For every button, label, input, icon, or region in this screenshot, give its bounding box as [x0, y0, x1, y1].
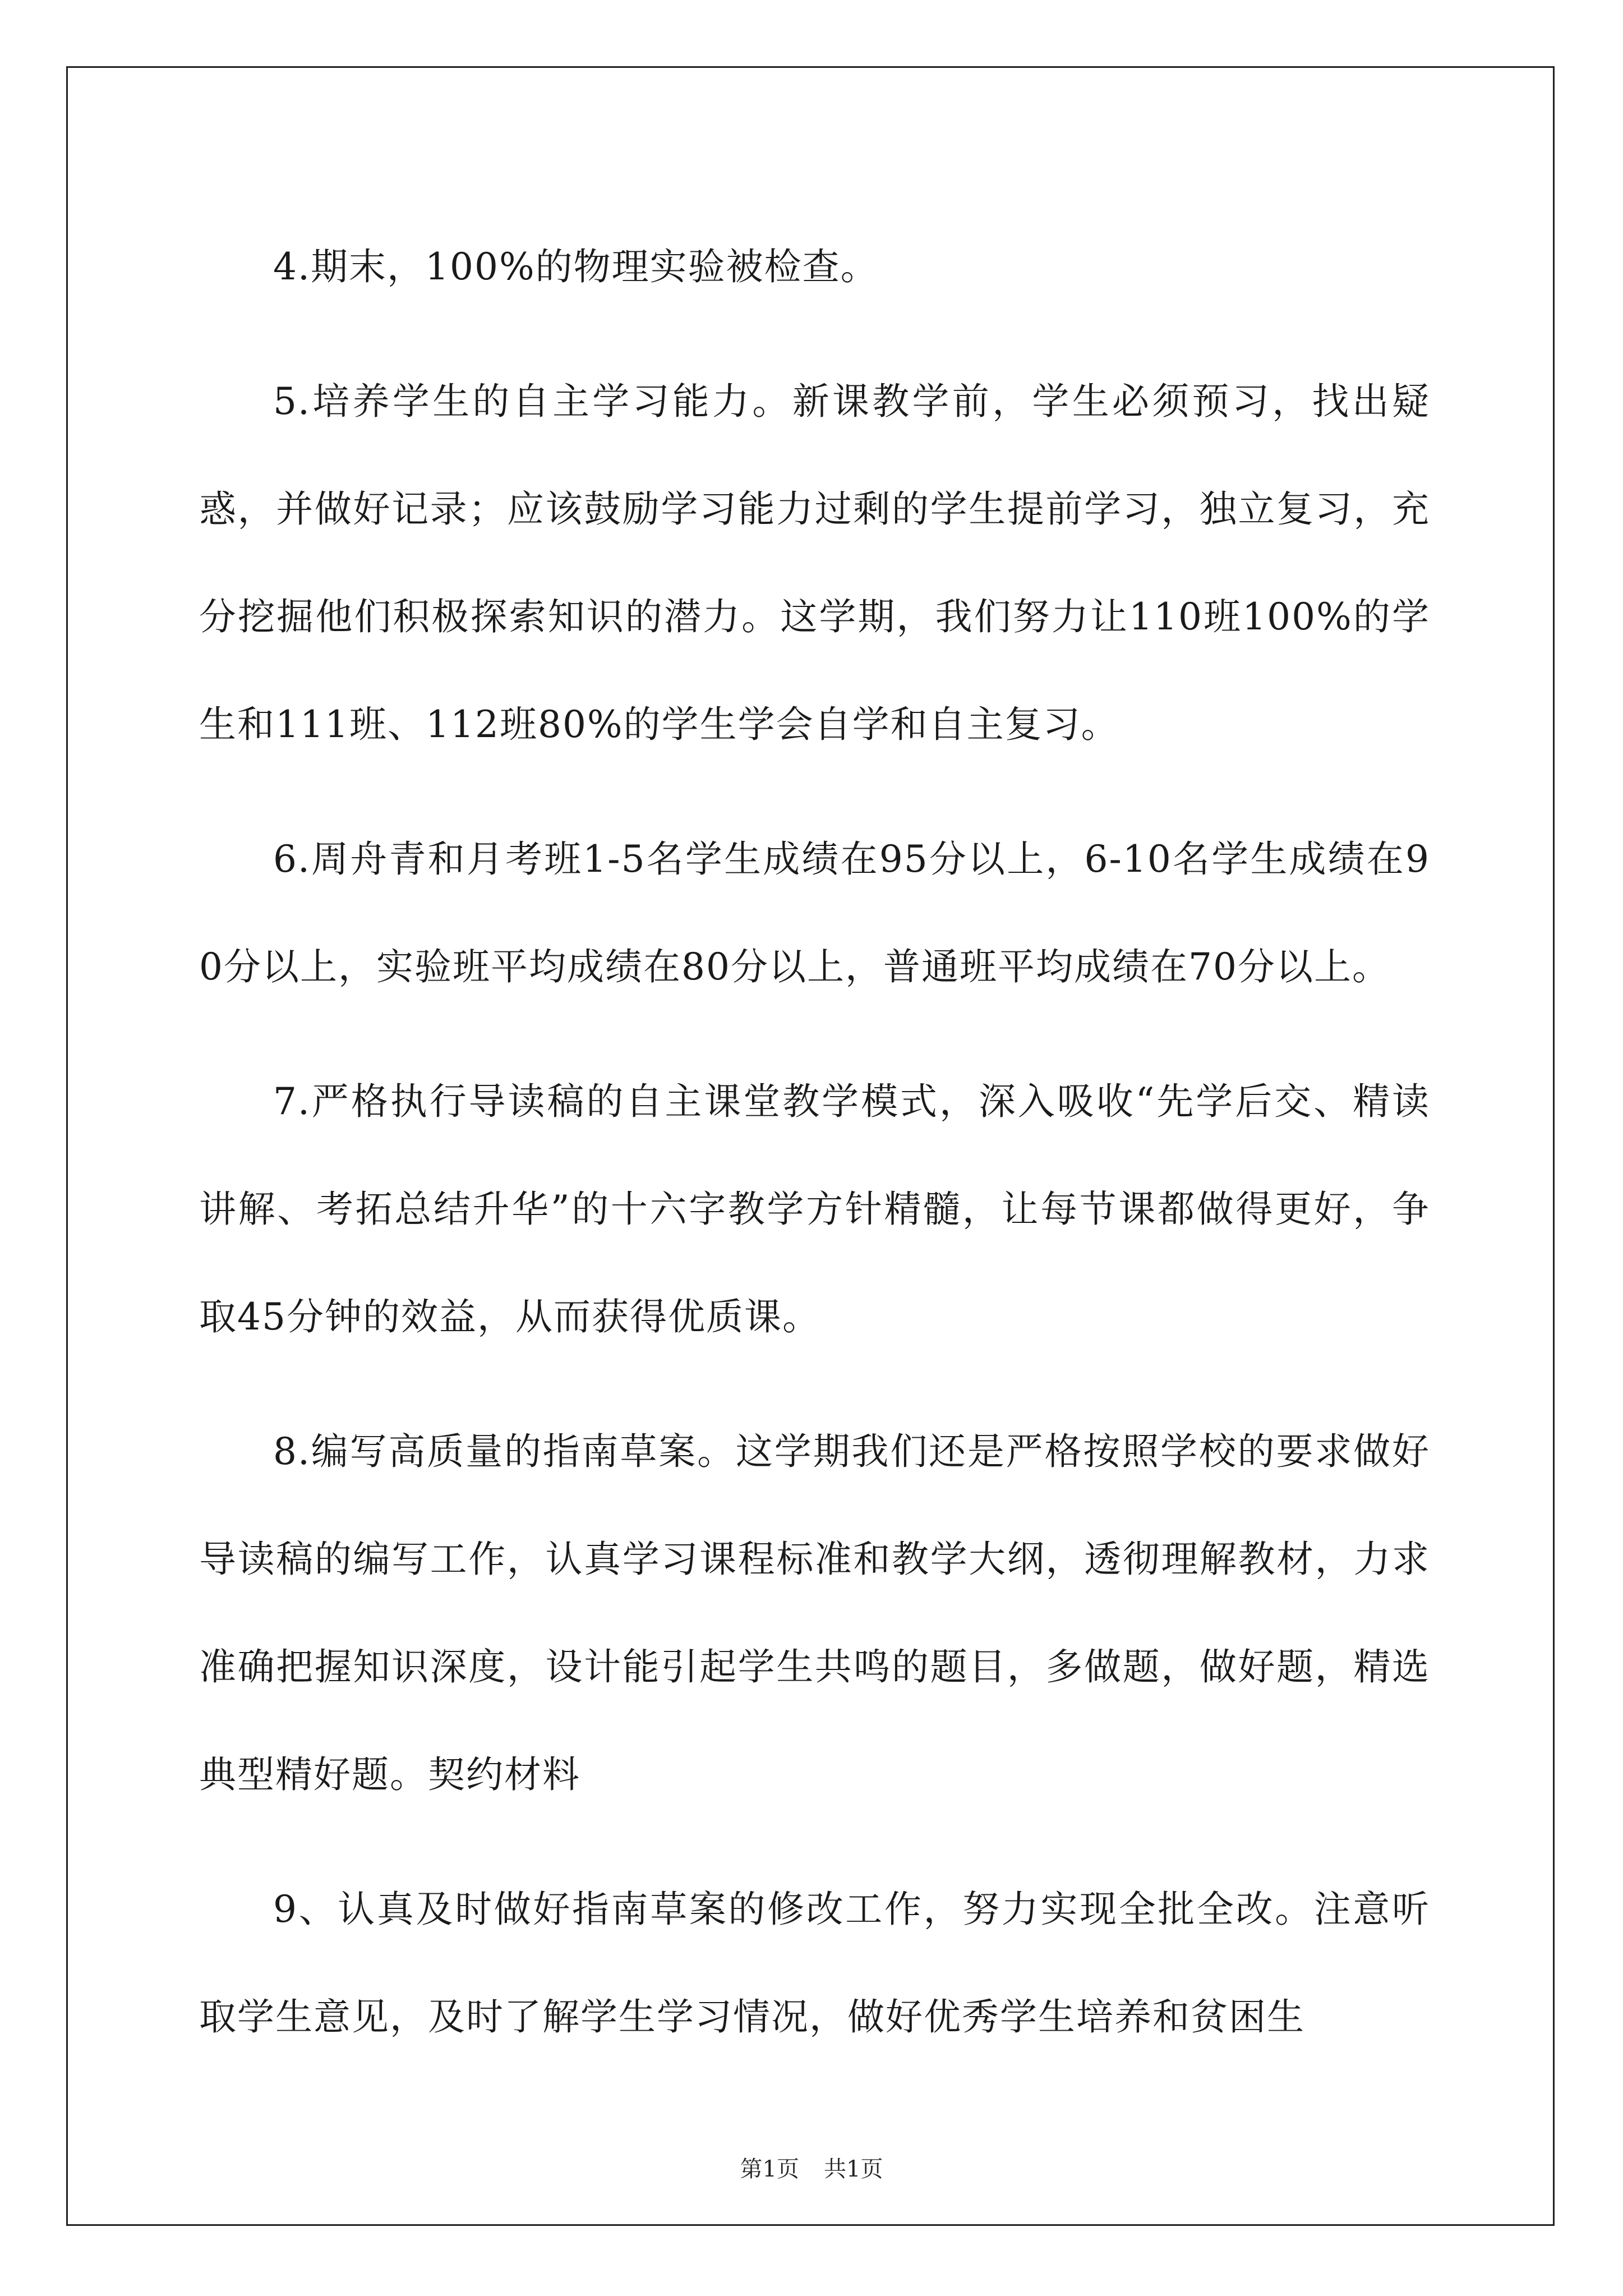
paragraph-item-8: 8.编写高质量的指南草案。这学期我们还是严格按照学校的要求做好导读稿的编写工作，认真学习课程标准和教学大纲，透彻理解教材，力求准确把握知识深度，设计能引起学生共鸣的题目，多做题，做好题，精选典型精好题。契约材料	[199, 1430, 1430, 1796]
page-number: 第1页	[740, 2156, 799, 2182]
paragraph-item-5: 5.培养学生的自主学习能力。新课教学前，学生必须预习，找出疑惑，并做好记录；应该鼓励学习能力过剩的学生提前学习，独立复习，充分挖掘他们积极探索知识的潜力。这学期，我们努力让110班100%的学生和111班、112班80%的学生学会自学和自主复习。	[199, 380, 1430, 746]
paragraph-item-7: 7.严格执行导读稿的自主课堂教学模式，深入吸收“先学后交、精读讲解、考拓总结升华”的十六字教学方针精髓，让每节课都做得更好，争取45分钟的效益，从而获得优质课。	[199, 1080, 1430, 1338]
paragraph-item-4: 4.期末，100%的物理实验被检查。	[273, 245, 879, 288]
page-footer	[0, 2151, 1623, 2183]
document-body	[199, 213, 1430, 2098]
paragraph-item-9: 9、认真及时做好指南草案的修改工作，努力实现全批全改。注意听取学生意见，及时了解学生学习情况，做好优秀学生培养和贫困生	[199, 1888, 1430, 2039]
page-total: 共1页	[824, 2156, 883, 2182]
paragraph-item-6: 6.周舟青和月考班1-5名学生成绩在95分以上，6-10名学生成绩在90分以上，实验班平均成绩在80分以上，普通班平均成绩在70分以上。	[199, 838, 1430, 988]
